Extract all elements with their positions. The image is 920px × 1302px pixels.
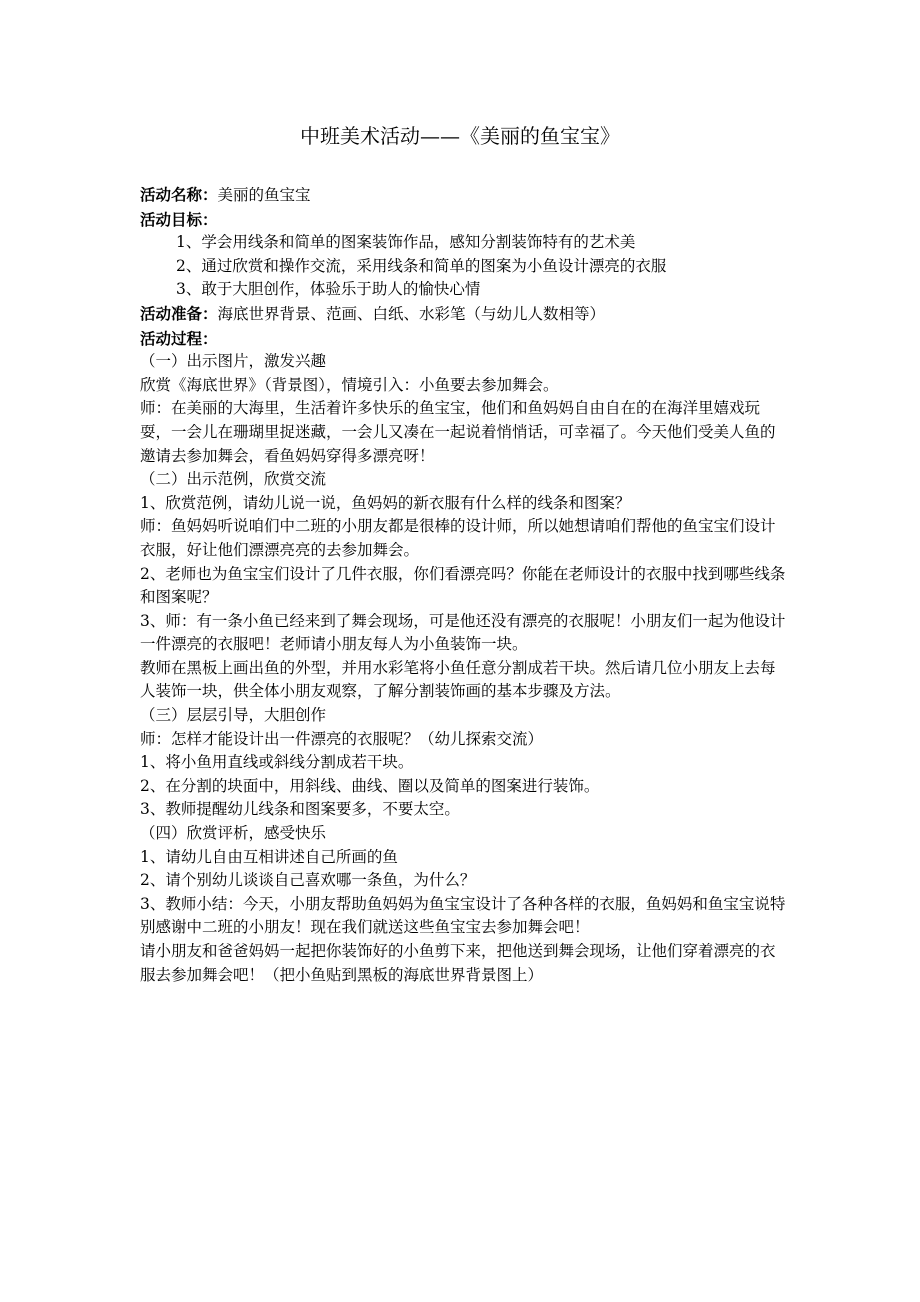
process-line: （四）欣赏评析，感受快乐: [140, 824, 327, 843]
process-line: （一）出示图片，激发兴趣: [140, 352, 327, 371]
activity-name-label: 活动名称：: [140, 185, 218, 204]
process-line: 师：怎样才能设计出一件漂亮的衣服呢？（幼儿探索交流）: [140, 729, 544, 748]
process-line: （三）层层引导，大胆创作: [140, 706, 327, 725]
process-line: （二）出示范例，欣赏交流: [140, 470, 327, 489]
activity-prep-label: 活动准备：: [140, 303, 218, 323]
activity-process-label: 活动过程：: [140, 328, 218, 348]
process-line: 1、请幼儿自由互相讲述自己所画的鱼: [140, 847, 398, 866]
document-body: [140, 183, 790, 987]
goal-item-2: 2、通过欣赏和操作交流，采用线条和简单的图案为小鱼设计漂亮的衣服: [176, 256, 667, 275]
process-line: 3、师：有一条小鱼已经来到了舞会现场，可是他还没有漂亮的衣服呢！小朋友们一起为他设计一件漂亮的衣服吧！老师请小朋友每人为小鱼装饰一块。: [140, 611, 786, 654]
process-line: 3、教师小结：今天，小朋友帮助鱼妈妈为鱼宝宝设计了各种各样的衣服，鱼妈妈和鱼宝宝说特别感谢中二班的小朋友！现在我们就送这些鱼宝宝去参加舞会吧！: [140, 894, 786, 937]
activity-goals-label: 活动目标：: [140, 209, 218, 229]
process-line: 2、在分割的块面中，用斜线、曲线、圈以及简单的图案进行装饰。: [140, 776, 600, 795]
activity-name-text: 美丽的鱼宝宝: [217, 186, 311, 204]
process-line: 2、请个别幼儿谈谈自己喜欢哪一条鱼，为什么？: [140, 871, 476, 890]
process-line: 欣赏《海底世界》（背景图），情境引入：小鱼要去参加舞会。: [140, 375, 559, 394]
goal-item-3: 3、敢于大胆创作，体验乐于助人的愉快心情: [176, 280, 481, 299]
process-line: 2、老师也为鱼宝宝们设计了几件衣服，你们看漂亮吗？你能在老师设计的衣服中找到哪些线条和图案呢？: [140, 564, 786, 607]
process-line: 3、教师提醒幼儿线条和图案要多，不要太空。: [140, 800, 460, 819]
process-line: 教师在黑板上画出鱼的外型，并用水彩笔将小鱼任意分割成若干块。然后请几位小朋友上去每人装饰一块，供全体小朋友观察，了解分割装饰画的基本步骤及方法。: [140, 658, 776, 701]
process-line: 师：在美丽的大海里，生活着许多快乐的鱼宝宝，他们和鱼妈妈自由自在的在海洋里嬉戏玩耍，一会儿在珊瑚里捉迷藏，一会儿又凑在一起说着悄悄话，可幸福了。今天他们受美人鱼的邀请去参加舞会，看鱼妈妈穿得多漂亮呀！: [140, 399, 776, 465]
document-title: 中班美术活动——《美丽的鱼宝宝》: [300, 124, 620, 148]
activity-prep-text: 海底世界背景、范画、白纸、水彩笔（与幼儿人数相等）: [217, 304, 606, 323]
activity-name-line: [140, 183, 790, 208]
process-line: 1、欣赏范例，请幼儿说一说，鱼妈妈的新衣服有什么样的线条和图案？: [140, 493, 631, 512]
process-line: 请小朋友和爸爸妈妈一起把你装饰好的小鱼剪下来，把他送到舞会现场，让他们穿着漂亮的衣服去参加舞会吧！（把小鱼贴到黑板的海底世界背景图上）: [140, 942, 776, 984]
process-line: 师：鱼妈妈听说咱们中二班的小朋友都是很棒的设计师，所以她想请咱们帮他的鱼宝宝们设计衣服，好让他们漂漂亮亮的去参加舞会。: [140, 517, 776, 559]
process-line: 1、将小鱼用直线或斜线分割成若干块。: [140, 753, 414, 772]
goal-item-1: 1、学会用线条和简单的图案装饰作品，感知分割装饰特有的艺术美: [176, 233, 636, 252]
activity-prep-line: [140, 302, 790, 327]
